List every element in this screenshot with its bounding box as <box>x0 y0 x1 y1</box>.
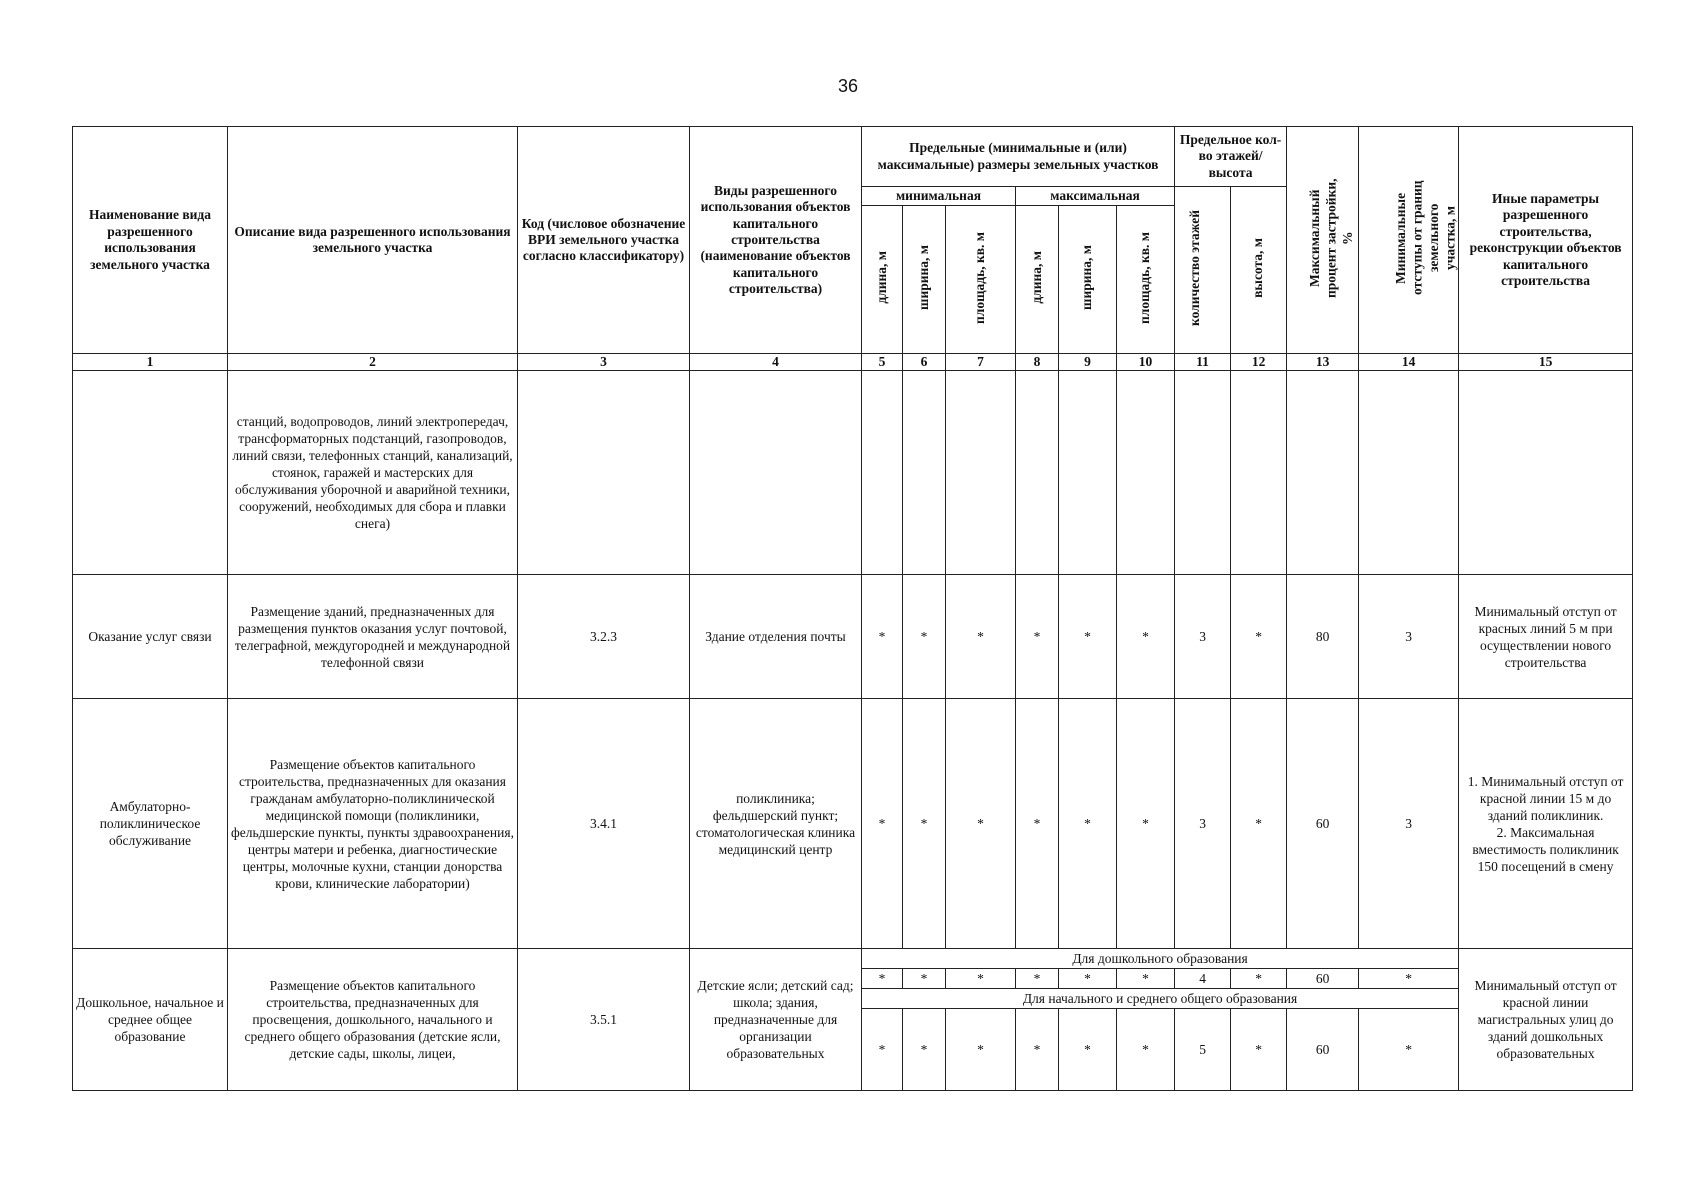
column-number: 15 <box>1459 354 1633 371</box>
header-minimum: минимальная <box>862 187 1016 206</box>
value-cell: 60 <box>1287 1009 1359 1091</box>
land-use-name-cell: Дошкольное, начальное и среднее общее образование <box>73 949 228 1091</box>
description-cell: Размещение объектов капитального строительства, предназначенных для оказания гражданам амбулаторно-поликлинической медицинской помощи (поликлиники, фельдшерские пункты, пункты здравоохранения, центры матери и ребенка, диагностические центры, молочные кухни, станции донорства крови, клинические лаборатории) <box>228 699 518 949</box>
column-number: 13 <box>1287 354 1359 371</box>
header-height: высота, м <box>1231 187 1287 354</box>
land-use-name-cell: Оказание услуг связи <box>73 575 228 699</box>
value-cell: * <box>1016 699 1059 949</box>
column-number: 9 <box>1059 354 1117 371</box>
objects-cell: Детские ясли; детский сад; школа; здания, предназначенные для организации образовательных <box>690 949 862 1091</box>
value-cell <box>1117 371 1175 575</box>
value-cell: * <box>1231 1009 1287 1091</box>
column-number: 6 <box>903 354 946 371</box>
description-cell: Размещение зданий, предназначенных для размещения пунктов оказания услуг почтовой, телеграфной, междугородней и международной телефонной связи <box>228 575 518 699</box>
value-cell: 4 <box>1175 969 1231 989</box>
value-cell: * <box>1016 575 1059 699</box>
value-cell: * <box>862 1009 903 1091</box>
description-cell: Размещение объектов капитального строительства, предназначенных для просвещения, дошкольного, начального и среднего общего образования (детские ясли, детские сады, школы, лицеи, <box>228 949 518 1091</box>
header-max-build-percent: Максимальный процент застройки, % <box>1287 127 1359 354</box>
description-cell: станций, водопроводов, линий электропередач, трансформаторных подстанций, газопроводов, линий связи, телефонных станций, канализаций, стоянок, гаражей и мастерских для обслуживания уборочной и аварийной техники, сооружений, необходимых для сбора и плавки снега) <box>228 371 518 575</box>
header-capital-objects: Виды разрешенного использования объектов капитального строительства (наименование объектов капитального строительства) <box>690 127 862 354</box>
column-number: 2 <box>228 354 518 371</box>
header-floors-count: количество этажей <box>1175 187 1231 354</box>
value-cell: * <box>903 969 946 989</box>
value-cell: * <box>1059 1009 1117 1091</box>
land-use-regulations-table <box>72 126 1633 1091</box>
other-parameters-cell: Минимальный отступ от красных линий 5 м при осуществлении нового строительства <box>1459 575 1633 699</box>
column-number: 14 <box>1359 354 1459 371</box>
header-max-width: ширина, м <box>1059 206 1117 354</box>
value-cell: * <box>1117 699 1175 949</box>
value-cell <box>1016 371 1059 575</box>
land-use-name-cell <box>73 371 228 575</box>
code-cell: 3.4.1 <box>518 699 690 949</box>
value-cell: * <box>903 575 946 699</box>
value-cell: * <box>1359 1009 1459 1091</box>
value-cell <box>1231 371 1287 575</box>
value-cell: 3 <box>1175 699 1231 949</box>
header-other-parameters: Иные параметры разрешенного строительства, реконструкции объектов капитального строительства <box>1459 127 1633 354</box>
value-cell <box>1287 371 1359 575</box>
value-cell <box>946 371 1016 575</box>
objects-cell <box>690 371 862 575</box>
other-parameter-item: 1. Минимальный отступ от красной линии 15 м до зданий поликлиник. <box>1467 773 1624 823</box>
other-parameters-cell <box>1459 699 1633 949</box>
other-parameters-cell: Минимальный отступ от красной линии магистральных улиц до зданий дошкольных образовательных <box>1459 949 1633 1091</box>
header-min-length: длина, м <box>862 206 903 354</box>
value-cell: * <box>903 699 946 949</box>
header-floors-height-limits: Предельное кол-во этажей/высота <box>1175 127 1287 187</box>
value-cell: * <box>1359 969 1459 989</box>
value-cell: 3 <box>1175 575 1231 699</box>
code-cell <box>518 371 690 575</box>
column-number: 5 <box>862 354 903 371</box>
value-cell <box>903 371 946 575</box>
value-cell <box>1359 371 1459 575</box>
value-cell: * <box>1117 969 1175 989</box>
value-cell: * <box>946 1009 1016 1091</box>
value-cell: * <box>1016 969 1059 989</box>
value-cell: 3 <box>1359 575 1459 699</box>
subgroup-label-general-education: Для начального и среднего общего образования <box>862 989 1459 1009</box>
value-cell: 5 <box>1175 1009 1231 1091</box>
code-cell: 3.5.1 <box>518 949 690 1091</box>
column-number: 11 <box>1175 354 1231 371</box>
value-cell: * <box>1231 969 1287 989</box>
value-cell: * <box>862 969 903 989</box>
value-cell: * <box>862 699 903 949</box>
value-cell: * <box>1231 699 1287 949</box>
value-cell: * <box>1016 1009 1059 1091</box>
other-parameter-item: 2. Максимальная вместимость поликлиник 150 посещений в смену <box>1472 824 1619 874</box>
column-number: 8 <box>1016 354 1059 371</box>
value-cell: * <box>903 1009 946 1091</box>
page-number: 36 <box>837 76 859 96</box>
header-max-area: площадь, кв. м <box>1117 206 1175 354</box>
objects-cell: поликлиника; фельдшерский пункт; стоматологическая клиника медицинский центр <box>690 699 862 949</box>
land-use-name-cell: Амбулаторно-поликлиническое обслуживание <box>73 699 228 949</box>
header-plot-size-limits: Предельные (минимальные и (или) максимальные) размеры земельных участков <box>862 127 1175 187</box>
value-cell <box>1175 371 1231 575</box>
header-min-area: площадь, кв. м <box>946 206 1016 354</box>
table-row <box>73 699 1633 949</box>
value-cell: * <box>1059 969 1117 989</box>
column-number: 4 <box>690 354 862 371</box>
value-cell: * <box>1117 1009 1175 1091</box>
value-cell: 3 <box>1359 699 1459 949</box>
column-number: 7 <box>946 354 1016 371</box>
header-land-use-name: Наименование вида разрешенного использования земельного участка <box>73 127 228 354</box>
value-cell: 80 <box>1287 575 1359 699</box>
column-number: 3 <box>518 354 690 371</box>
header-land-use-description: Описание вида разрешенного использования земельного участка <box>228 127 518 354</box>
value-cell: * <box>946 969 1016 989</box>
column-number: 10 <box>1117 354 1175 371</box>
value-cell: * <box>1117 575 1175 699</box>
value-cell: * <box>1231 575 1287 699</box>
value-cell <box>862 371 903 575</box>
other-parameters-cell <box>1459 371 1633 575</box>
objects-cell: Здание отделения почты <box>690 575 862 699</box>
value-cell: * <box>946 699 1016 949</box>
value-cell: 60 <box>1287 969 1359 989</box>
header-maximum: максимальная <box>1016 187 1175 206</box>
value-cell: * <box>862 575 903 699</box>
value-cell: 60 <box>1287 699 1359 949</box>
header-code: Код (числовое обозначение ВРИ земельного участка согласно классификатору) <box>518 127 690 354</box>
header-min-setbacks: Минимальные отступы от границ земельного участка, м <box>1359 127 1459 354</box>
table-row <box>73 949 1633 969</box>
column-number: 12 <box>1231 354 1287 371</box>
column-number-row <box>73 354 1633 371</box>
value-cell: * <box>1059 699 1117 949</box>
table-row <box>73 371 1633 575</box>
value-cell <box>1059 371 1117 575</box>
subgroup-label-preschool: Для дошкольного образования <box>862 949 1459 969</box>
header-max-length: длина, м <box>1016 206 1059 354</box>
value-cell: * <box>1059 575 1117 699</box>
column-number: 1 <box>73 354 228 371</box>
value-cell: * <box>946 575 1016 699</box>
header-min-width: ширина, м <box>903 206 946 354</box>
table-row <box>73 575 1633 699</box>
code-cell: 3.2.3 <box>518 575 690 699</box>
